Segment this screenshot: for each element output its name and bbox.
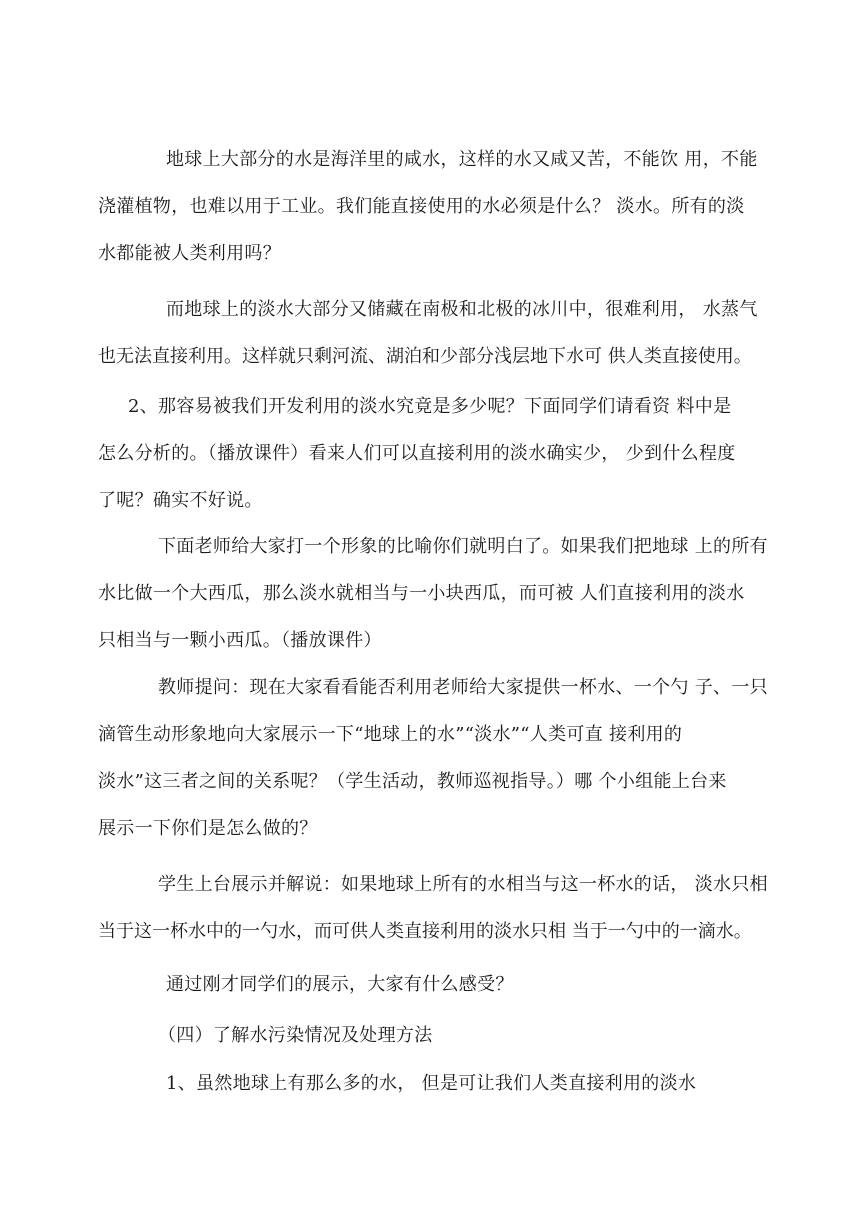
text-line: 展示一下你们是怎么做的？ — [98, 818, 318, 839]
text-line: 当于这一杯水中的一勺水，而可供人类直接利用的淡水只相 当于一勺中的一滴水。 — [98, 921, 752, 942]
text-line: 淡水”这三者之间的关系呢？（学生活动，教师巡视指导。）哪 个小组能上台来 — [98, 771, 727, 792]
text-line: 通过刚才同学们的展示，大家有什么感受？ — [166, 974, 514, 995]
text-line: 水比做一个大西瓜，那么淡水就相当与一小块西瓜，而可被 人们直接利用的淡水 — [98, 583, 745, 604]
text-line: 而地球上的淡水大部分又储藏在南极和北极的冰川中，很难利用， 水蒸气 — [166, 299, 758, 320]
text-line: 浇灌植物，也难以用于工业。我们能直接使用的水必须是什么？ 淡水。所有的淡 — [98, 196, 745, 217]
text-line: 了呢？确实不好说。 — [98, 490, 263, 511]
section-heading: （四）了解水污染情况及处理方法 — [158, 1025, 433, 1046]
text-line: 只相当与一颗小西瓜。（播放课件） — [98, 630, 382, 651]
text-line: 教师提问：现在大家看看能否利用老师给大家提供一杯水、一个勺 子、一只 — [158, 677, 768, 698]
text-line: 2、那容易被我们开发利用的淡水究竟是多少呢？下面同学们请看资 料中是 — [128, 396, 732, 417]
text-line: 滴管生动形象地向大家展示一下“地球上的水”“淡水”“人类可直 接利用的 — [98, 724, 683, 745]
text-line: 学生上台展示并解说：如果地球上所有的水相当与这一杯水的话， 淡水只相 — [158, 874, 768, 895]
text-line: 也无法直接利用。这样就只剩河流、湖泊和少部分浅层地下水可 供人类直接使用。 — [98, 346, 752, 367]
text-line: 1、虽然地球上有那么多的水， 但是可让我们人类直接利用的淡水 — [166, 1073, 697, 1094]
text-line: 下面老师给大家打一个形象的比喻你们就明白了。如果我们把地球 上的所有 — [158, 536, 768, 557]
text-line: 水都能被人类利用吗？ — [98, 243, 281, 264]
text-line: 地球上大部分的水是海洋里的咸水，这样的水又咸又苦，不能饮 用，不能 — [166, 149, 758, 170]
text-line: 怎么分析的。（播放课件）看来人们可以直接利用的淡水确实少， 少到什么程度 — [98, 443, 736, 464]
